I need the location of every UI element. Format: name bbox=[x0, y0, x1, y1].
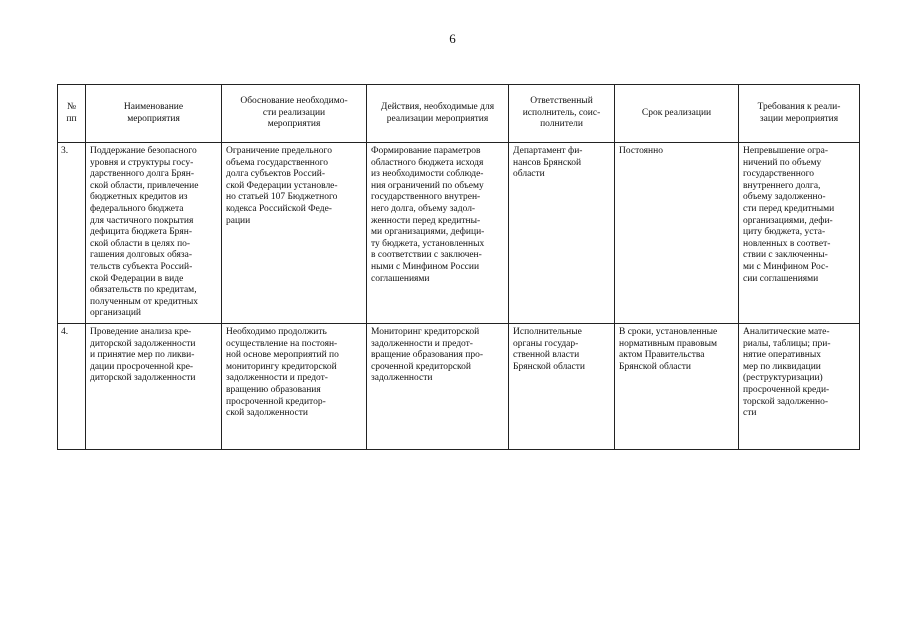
header-actions: Действия, необходимые для реализации мероприятия bbox=[367, 85, 509, 143]
header-name: Наименование мероприятия bbox=[86, 85, 222, 143]
measure-requirements: Непревышение огра- ничений по объему государственного внутреннего долга, объему задолженно- сти перед кредитными организациями, дефи- циту бюджета, уста- новленных в соответ- ствии с заключенны- ми с Минфином Рос- сии соглашениями bbox=[739, 143, 860, 324]
measure-deadline: Постоянно bbox=[615, 143, 739, 324]
measure-responsible: Исполнительные органы государ- ственной власти Брянской области bbox=[509, 324, 615, 450]
row-number: 4. bbox=[58, 324, 86, 450]
header-deadline: Срок реализации bbox=[615, 85, 739, 143]
header-justification: Обоснование необходимо- сти реализации мероприятия bbox=[222, 85, 367, 143]
header-number: № пп bbox=[58, 85, 86, 143]
header-requirements: Требования к реали- зации мероприятия bbox=[739, 85, 860, 143]
table-header-row bbox=[58, 85, 860, 143]
table-row bbox=[58, 143, 860, 324]
measures-table bbox=[57, 84, 860, 450]
row-number: 3. bbox=[58, 143, 86, 324]
measure-actions: Мониторинг кредиторской задолженности и предот- вращение образования про- сроченной кредиторской задолженности bbox=[367, 324, 509, 450]
measure-deadline: В сроки, установленные нормативным правовым актом Правительства Брянской области bbox=[615, 324, 739, 450]
table-row bbox=[58, 324, 860, 450]
measure-justification: Необходимо продолжить осуществление на постоян- ной основе мероприятий по мониторингу кредиторской задолженности и предот- вращению образования просроченной кредитор- ской задолженности bbox=[222, 324, 367, 450]
measure-name: Поддержание безопасного уровня и структуры госу- дарственного долга Брян- ской области, привлечение бюджетных кредитов из федерального бюджета для частичного покрытия дефицита бюджета Брян- ской области в целях по- гашения долговых обяза- тельств субъекта Россий- ской Федерации в виде обязательств по кредитам, полученным от кредитных организаций bbox=[86, 143, 222, 324]
header-responsible: Ответственный исполнитель, соис- полнители bbox=[509, 85, 615, 143]
measure-requirements: Аналитические мате- риалы, таблицы; при- нятие оперативных мер по ликвидации (реструктуризации) просроченной креди- торской задолженно- сти bbox=[739, 324, 860, 450]
page-number: 6 bbox=[449, 31, 456, 46]
measure-name: Проведение анализа кре- диторской задолженности и принятие мер по ликви- дации просроченной кре- диторской задолженности bbox=[86, 324, 222, 450]
measure-justification: Ограничение предельного объема государственного долга субъектов Россий- ской Федерации установле- но статьей 107 Бюджетного кодекса Российской Феде- рации bbox=[222, 143, 367, 324]
measure-responsible: Департамент фи- нансов Брянской области bbox=[509, 143, 615, 324]
measure-actions: Формирование параметров областного бюджета исходя из необходимости соблюде- ния ограничений по объему государственного внутрен- него долга, объему задол- женности перед кредитны- ми организациями, дефици- ту бюджета, установленных в соответствии с заключен- ными с Минфином России соглашениями bbox=[367, 143, 509, 324]
